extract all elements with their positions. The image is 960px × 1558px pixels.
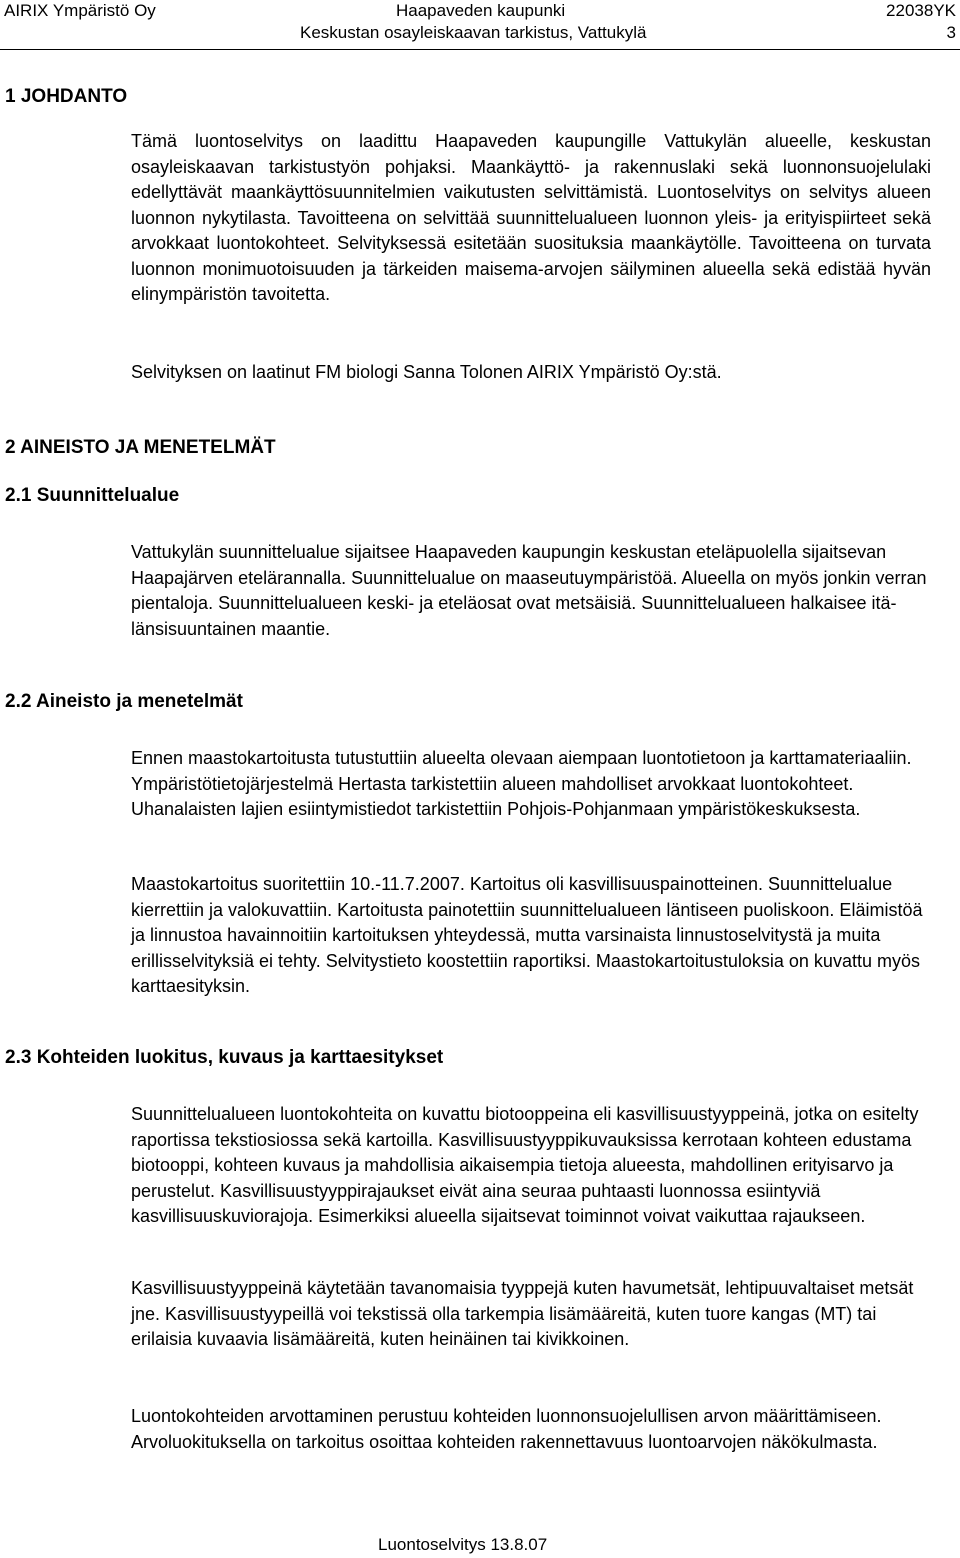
section-2-1-body [131, 540, 931, 642]
page-footer: Luontoselvitys 13.8.07 [378, 1535, 548, 1554]
header-code: 22038YK [886, 1, 956, 20]
section-2-3-body-3 [131, 1404, 931, 1455]
section-2-2-paragraph-2: Maastokartoitus suoritettiin 10.-11.7.2007. Kartoitus oli kasvillisuuspainotteinen. Suunnittelualue kierrettiin ja valokuvattiin. Kartoitusta painotettiin suunnittelualueen läntiseen puoliskoon. Eläimistöä ja linnustoa havainnoitiin kartoituksen yhteydessä, mutta varsinaista linnustoselvitystä ja muita erillisselvityksiä ei tehty. Selvitystieto koostettiin raportiksi. Maastokartoitustuloksia on kuvattu myös karttaesityksin. [131, 874, 923, 996]
header-page-number: 3 [946, 23, 956, 42]
section-1-paragraph-2: Selvityksen on laatinut FM biologi Sanna Tolonen AIRIX Ympäristö Oy:stä. [131, 362, 722, 382]
section-2-3-paragraph-2: Kasvillisuustyyppeinä käytetään tavanomaisia tyyppejä kuten havumetsät, lehtipuuvaltaiset metsät jne. Kasvillisuustyypeillä voi tekstissä olla tarkempia lisämääreitä, kuten tuore kangas (MT) tai erilaisia kuvaavia lisämääreitä, kuten heinäinen tai kivikkoinen. [131, 1278, 914, 1349]
section-2-1-title: 2.1 Suunnittelualue [5, 485, 180, 506]
section-2-2-paragraph-1: Ennen maastokartoitusta tutustuttiin alueelta olevaan aiempaan luontotietoon ja karttamateriaaliin. Ympäristötietojärjestelmä Hertasta tarkistettiin alueen mahdolliset arvokkaat luontokohteet. Uhanalaisten lajien esiintymistiedot tarkistettiin Pohjois-Pohjanmaan ympäristökeskuksesta. [131, 748, 912, 819]
section-2-2-title: 2.2 Aineisto ja menetelmät [5, 691, 243, 712]
header-company: AIRIX Ympäristö Oy [4, 1, 156, 20]
section-2-3-title: 2.3 Kohteiden luokitus, kuvaus ja karttaesitykset [5, 1047, 444, 1068]
section-1-body [131, 129, 931, 308]
section-2-1-paragraph-1: Vattukylän suunnittelualue sijaitsee Haapaveden kaupungin keskustan eteläpuolella sijaitsevan Haapajärven etelärannalla. Suunnittelualue on maaseutuympäristöä. Alueella on myös jonkin verran pientaloja. Suunnittelualueen keski- ja eteläosat ovat metsäisiä. Suunnittelualueen halkaisee itä-länsisuuntainen maantie. [131, 542, 927, 639]
page-header [0, 0, 960, 50]
section-2-3-paragraph-3: Luontokohteiden arvottaminen perustuu kohteiden luonnonsuojelullisen arvon määrittämiseen. Arvoluokituksella on tarkoitus osoittaa kohteiden rakennettavuus luontoarvojen näkökulmasta. [131, 1406, 882, 1452]
header-center [300, 0, 646, 44]
section-1-author [131, 360, 931, 386]
section-2-3-body-2 [131, 1276, 931, 1353]
header-divider [0, 49, 960, 50]
section-1-title: 1 JOHDANTO [5, 86, 128, 107]
header-project: Keskustan osayleiskaavan tarkistus, Vattukylä [300, 23, 647, 42]
section-2-3-body-1 [131, 1102, 931, 1230]
header-right [886, 0, 956, 44]
header-client: Haapaveden kaupunki [396, 1, 566, 20]
section-1-paragraph-1: Tämä luontoselvitys on laadittu Haapaveden kaupungille Vattukylän alueelle, keskustan osayleiskaavan tarkistustyön pohjaksi. Maankäyttö- ja rakennuslaki sekä luonnonsuojelulaki edellyttävät maankäyttösuunnitelmien vaikutusten selvittämistä. Luontoselvitys on selvitys alueen luonnon nykytilasta. Tavoitteena on selvittää suunnittelualueen luonnon yleis- ja erityispiirteet sekä arvokkaat luontokohteet. Selvityksessä esitetään suosituksia maankäytölle. Tavoitteena on turvata luonnon monimuotoisuuden ja tärkeiden maisema-arvojen säilyminen alueella sekä edistää hyvän elinympäristön tavoitetta. [131, 131, 931, 304]
section-2-title: 2 AINEISTO JA MENETELMÄT [5, 437, 276, 458]
section-2-2-body-2 [131, 872, 931, 1000]
section-2-3-paragraph-1: Suunnittelualueen luontokohteita on kuvattu biotooppeina eli kasvillisuustyyppeinä, jotka on esitelty raportissa tekstiosiossa sekä kartoilla. Kasvillisuustyyppikuvauksissa kerrotaan kohteen edustama biotooppi, kohteen kuvaus ja mahdollisia aikaisempia tietoja alueesta, mahdollinen erityisarvo ja perustelut. Kasvillisuustyyppirajaukset eivät aina seuraa puhtaasti luonnossa esiintyviä kasvillisuuskuviorajoja. Esimerkiksi alueella sijaitsevat toiminnot voivat vaikuttaa rajaukseen. [131, 1104, 919, 1226]
section-2-2-body-1 [131, 746, 931, 823]
